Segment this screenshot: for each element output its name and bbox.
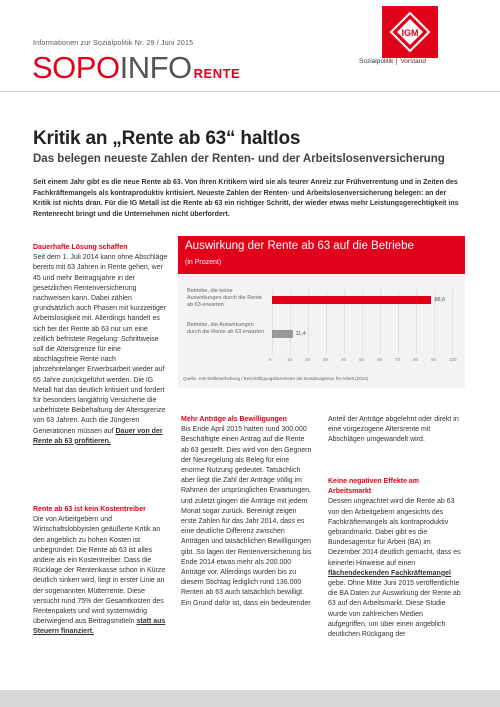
chart [178,236,465,388]
logo-sopo: SOPO [32,50,120,85]
header-divider [0,91,500,92]
org-label [359,58,426,65]
chart-tick-label: 70 [395,357,401,362]
col1b-text-bold: statt aus Steuern finanziert. [33,618,166,636]
column-1 [33,243,168,447]
col1b-heading: Rente ab 63 ist kein Kostentreiber [33,506,146,513]
col3b-heading-1: Keine negativen Effekte am [328,478,420,485]
chart-source: Quelle: IAB-Stellenerhebung / Beschäftigungsbarometer der Bundesagentur für Arbeit (2015) [183,376,369,381]
org-part2: Vorstand [400,58,426,66]
chart-category-label: Betriebe, die keine Auswirkungen durch die Rente ab 63 erwarten [187,288,262,308]
chart-tick-label: 30 [323,357,329,362]
igmetall-logo-icon [382,6,438,58]
column-3 [328,415,463,446]
article-subtitle: Das belegen neueste Zahlen der Renten- und der Arbeitslosenversicherung [33,153,445,165]
col1b-text: Die von Arbeitgebern und Wirtschaftslobbyisten geäußerte Kritik an den angeblich zu hohen Kosten ist unbegründet: Die Rente ab 63 ist alles andere als ein Kostentreiber. Dass die Rücklage der Rentenkasse schon in Kürze deutlich sinken wird, liegt in erster Linie an der sogenannten Mütterrente. Diese versucht rund 75% der Gesamtkosten des Rentenpakets und wird systemwidrig überwiegend aus Beitragsmitteln [33,516,166,626]
chart-tick-label: 20 [305,357,311,362]
column-2 [181,415,313,609]
col3b-text: Dessen ungeachtet wird die Rente ab 63 von den Arbeitgebern angesichts des Fachkräftemangels als kontraproduktiv gebrandmarkt. Dabei gibt es die Bundesagentur für Arbeit (BA) im Dezember 2014 deutlich gemacht, dass es keinerlei Hinweise auf einen [328,498,461,567]
article-lead: Seit einem Jahr gibt es die neue Rente ab 63. Von ihren Kritikern wird sie als teurer Anreiz zur Frühverrentung und in Zeiten des Fachkräftemangels als kontraproduktiv kritisiert. Neueste Zahlen der Renten- und Arbeitslosenversicherung belegen: an der Kritik ist nichts dran. Für die IG Metall ist die Rente ab 63 ein richtiger Schritt, der wieder etwas mehr Leistungsgerechtigkeit ins Rentenrecht bringt und die Unternehmen nicht überfordert. [33,179,459,218]
col3b-text-bold: flächendeckenden Fachkräftemangel [328,569,451,577]
footer-strip [0,690,500,707]
chart-title: Auswirkung der Rente ab 63 auf die Betriebe [185,240,414,252]
chart-category-label: Betriebe, die Auswirkungen durch die Rente ab 63 erwarten [187,322,265,335]
org-divider [396,58,397,65]
article-title: Kritik an „Rente ab 63“ haltlos [33,128,301,149]
chart-tick-label: 90 [431,357,437,362]
col3b-text-2: gebe. Ohne Mitte Juni 2015 veröffentlichte die BA Daten zur Auswirkung der Rente ab 63 auf den Arbeitsmarkt. Diese Studie wurde von zahlreichen Medien aufgegriffen, um über einen angeblich deutlichen Rückgang der [328,580,461,639]
col1-text: Seit dem 1. Juli 2014 kann ohne Abschläge bereits mit 63 Jahren in Rente gehen, wer 45 und mehr Beitragsjahre in der gesetzlichen Rentenversicherung nachweisen kann. Dabei zählen grundsätzlich auch Phasen mit kurzzeitiger Arbeitslosigkeit mit. Allerdings handelt es sich bei der Rente ab 63 nur um eine zeitlich befristete Regelung: Schrittweise soll die Altersgrenze für eine abschlagsfreie Rente nach jahrzehntelanger Erwerbsarbeit wieder auf 65 Jahre zurückgeführt werden. Die IG Metall hat das deutlich kritisiert und fordert für besonders langjährig Versicherte die unbefristete Beibehaltung der Altersgrenze von 63 Jahren. Auch die Jüngeren Generationen müssen auf [33,254,168,435]
col1-heading: Dauerhafte Lösung schaffen [33,244,128,251]
chart-tick-label: 50 [359,357,365,362]
chart-data-label: 11,4 [295,331,306,337]
logo-rente: RENTE [193,66,241,81]
chart-tick-label: 10 [287,357,293,362]
org-part1: Sozialpolitik [359,58,394,66]
col1-text-bold: Dauer von der Rente ab 63 profitieren. [33,427,163,445]
col3-text: Anteil der Anträge abgelehnt oder direkt in eine vorgezogene Altersrente mit Abschlägen umgewandelt wird. [328,416,459,444]
newsletter-info: Informationen zur Sozialpolitik Nr. 29 / Juni 2015 [33,40,194,47]
chart-header [178,236,465,274]
chart-gridline [452,290,453,354]
chart-tick-label: 40 [341,357,347,362]
col3b-heading-2: Arbeitsmarkt [328,488,372,496]
igmetall-emblem-icon [388,10,432,54]
chart-tick-label: 0 [269,357,272,362]
chart-bar [272,330,293,338]
chart-tick-label: 60 [377,357,383,362]
chart-subtitle: (in Prozent) [185,259,222,266]
column-3b [328,477,463,640]
sopoinfo-logo [32,52,240,89]
igm-logo-text: IGM [401,28,419,38]
col2-text: Bis Ende April 2015 hatten rund 300.000 Beschäftigte einen Antrag auf die Rente ab 63 gestellt. Dies wird von den Gegnern der Neuregelung als Beleg für eine enorme Nutzung gedeutet. Tatsächlich aber liegt die Zahl der Anträge völlig im Rahmen der ursprünglichen Erwartungen, und zuletzt gingen die Anträge mit jedem Monat sogar zurück. Bereinigt zeigen erste Zahlen für das Jahr 2014, dass es eine deutliche Differenz zwischen Anträgen und tatsächlichen Bewilligungen gibt. So lagen der Rentenversicherung bis Ende 2014 etwas mehr als 200.000 Anträge vor. Allerdings wurden bis zu diesem Stichtag lediglich rund 136.000 Renten ab 63 auch tatsächlich bewilligt. Ein Grund dafür ist, dass ein bedeutender [181,426,312,607]
chart-tick-label: 100 [449,357,457,362]
column-1b [33,505,168,638]
chart-tick-label: 80 [413,357,419,362]
col2-heading: Mehr Anträge als Bewilligungen [181,416,287,423]
logo-info: INFO [119,50,192,85]
chart-data-label: 88,6 [434,297,446,303]
chart-bar [272,296,431,304]
